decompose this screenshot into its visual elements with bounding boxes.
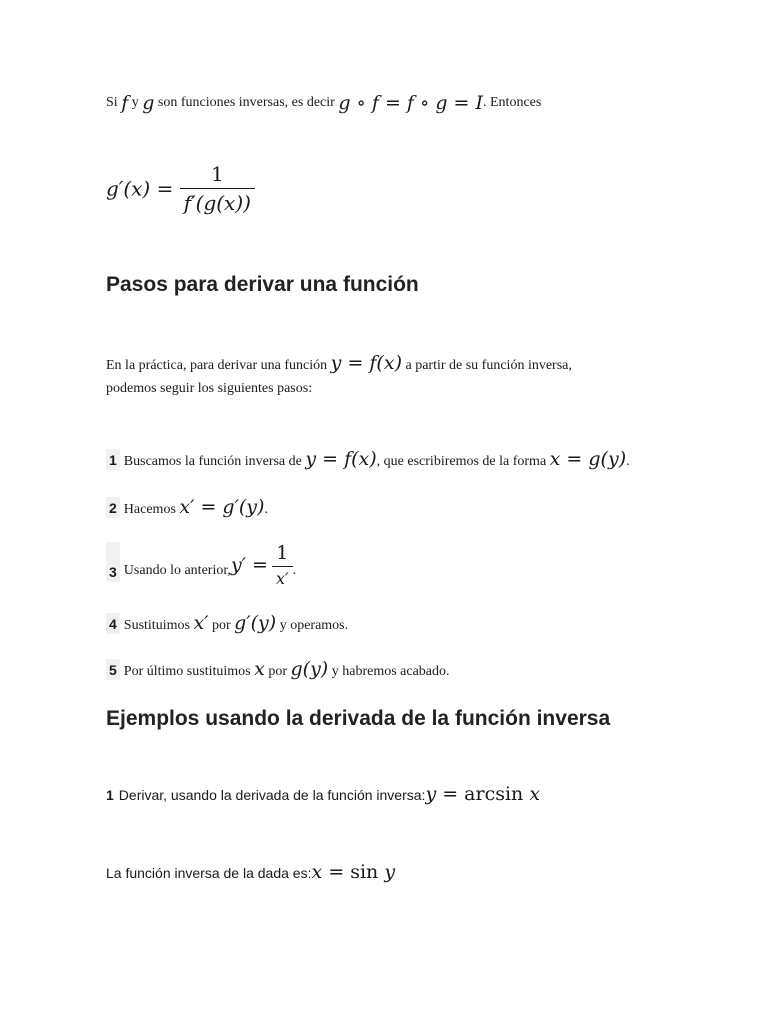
practice-text-2: a partir de su función inversa, [401, 358, 572, 373]
formula-fraction [180, 162, 255, 215]
step-math: g(y) [290, 658, 329, 680]
intro-paragraph [106, 92, 541, 114]
math-sin-fn: sin [350, 861, 379, 883]
example-inverse-text: La función inversa de la dada es: [106, 865, 312, 881]
example-1-inverse [106, 861, 395, 883]
step-math: g′(y) [234, 612, 277, 634]
practice-paragraph [106, 352, 572, 374]
step-text: y habremos acabado. [328, 664, 450, 679]
step-text: . [626, 454, 630, 469]
intro-text-entonces: . Entonces [483, 95, 542, 111]
step-text: . [264, 502, 268, 517]
math-g: g [142, 92, 155, 114]
step-number: 5 [106, 659, 120, 680]
step-math: x [254, 658, 265, 680]
heading-ejemplos: Ejemplos usando la derivada de la función inversa [106, 707, 611, 730]
step-text: Sustituimos [123, 618, 194, 633]
step-number: 4 [106, 613, 120, 634]
fraction-bar [180, 188, 255, 189]
math-arcsin-var: x [523, 783, 541, 805]
math-sin [311, 861, 395, 883]
step-number: 1 [106, 449, 120, 470]
step-math: x′ [193, 612, 209, 634]
math-arcsin-lhs: y = [425, 783, 465, 805]
intro-text-si: Si [106, 95, 122, 111]
step-text: , que escribiremos de la forma [376, 454, 550, 469]
practice-paragraph-line2: podemos seguir los siguientes pasos: [106, 381, 313, 396]
step-3-fraction [272, 542, 293, 588]
math-composition: g ∘ f = f ∘ g = I [338, 92, 483, 114]
step-3-numerator: 1 [276, 542, 289, 564]
intro-text-y: y [128, 95, 143, 111]
step-3 [106, 542, 297, 588]
inverse-derivative-formula [106, 162, 255, 215]
math-y-fx: y = f(x) [330, 352, 402, 374]
fraction-bar [272, 566, 293, 567]
step-text: . [292, 563, 297, 578]
math-arcsin-fn: arcsin [464, 783, 524, 805]
example-1 [106, 783, 540, 805]
step-text: por [264, 664, 291, 679]
formula-lhs: g′(x) = [106, 176, 174, 201]
step-2 [106, 496, 268, 518]
step-number: 2 [106, 497, 120, 518]
intro-text-funciones: son funciones inversas, es decir [154, 95, 339, 111]
step-text: Usando lo anterior, [123, 563, 231, 578]
step-4 [106, 612, 348, 634]
practice-text-1: En la práctica, para derivar una función [106, 358, 331, 373]
step-5 [106, 658, 450, 680]
step-3-formula [231, 542, 293, 588]
step-math: x = g(y) [549, 448, 627, 470]
heading-pasos: Pasos para derivar una función [106, 273, 419, 296]
step-math: y = f(x) [305, 448, 377, 470]
formula-denominator: f′(g(x)) [183, 191, 251, 215]
step-text: y operamos. [276, 618, 349, 633]
step-1 [106, 448, 630, 470]
example-number: 1 [106, 787, 114, 803]
math-arcsin [425, 783, 540, 805]
step-3-denominator: x′ [275, 569, 289, 588]
step-text: Por último sustituimos [123, 664, 255, 679]
step-number: 3 [106, 542, 120, 582]
step-3-lhs: y′ = [230, 554, 268, 576]
step-text: Buscamos la función inversa de [123, 454, 306, 469]
math-f: f [121, 92, 129, 114]
step-text: por [208, 618, 235, 633]
step-math: x′ = g′(y) [179, 496, 265, 518]
example-text: Derivar, usando la derivada de la función inversa: [118, 787, 426, 803]
step-text: Hacemos [123, 502, 180, 517]
math-sin-lhs: x = [311, 861, 351, 883]
math-sin-var: y [378, 861, 396, 883]
formula-numerator: 1 [210, 162, 224, 186]
